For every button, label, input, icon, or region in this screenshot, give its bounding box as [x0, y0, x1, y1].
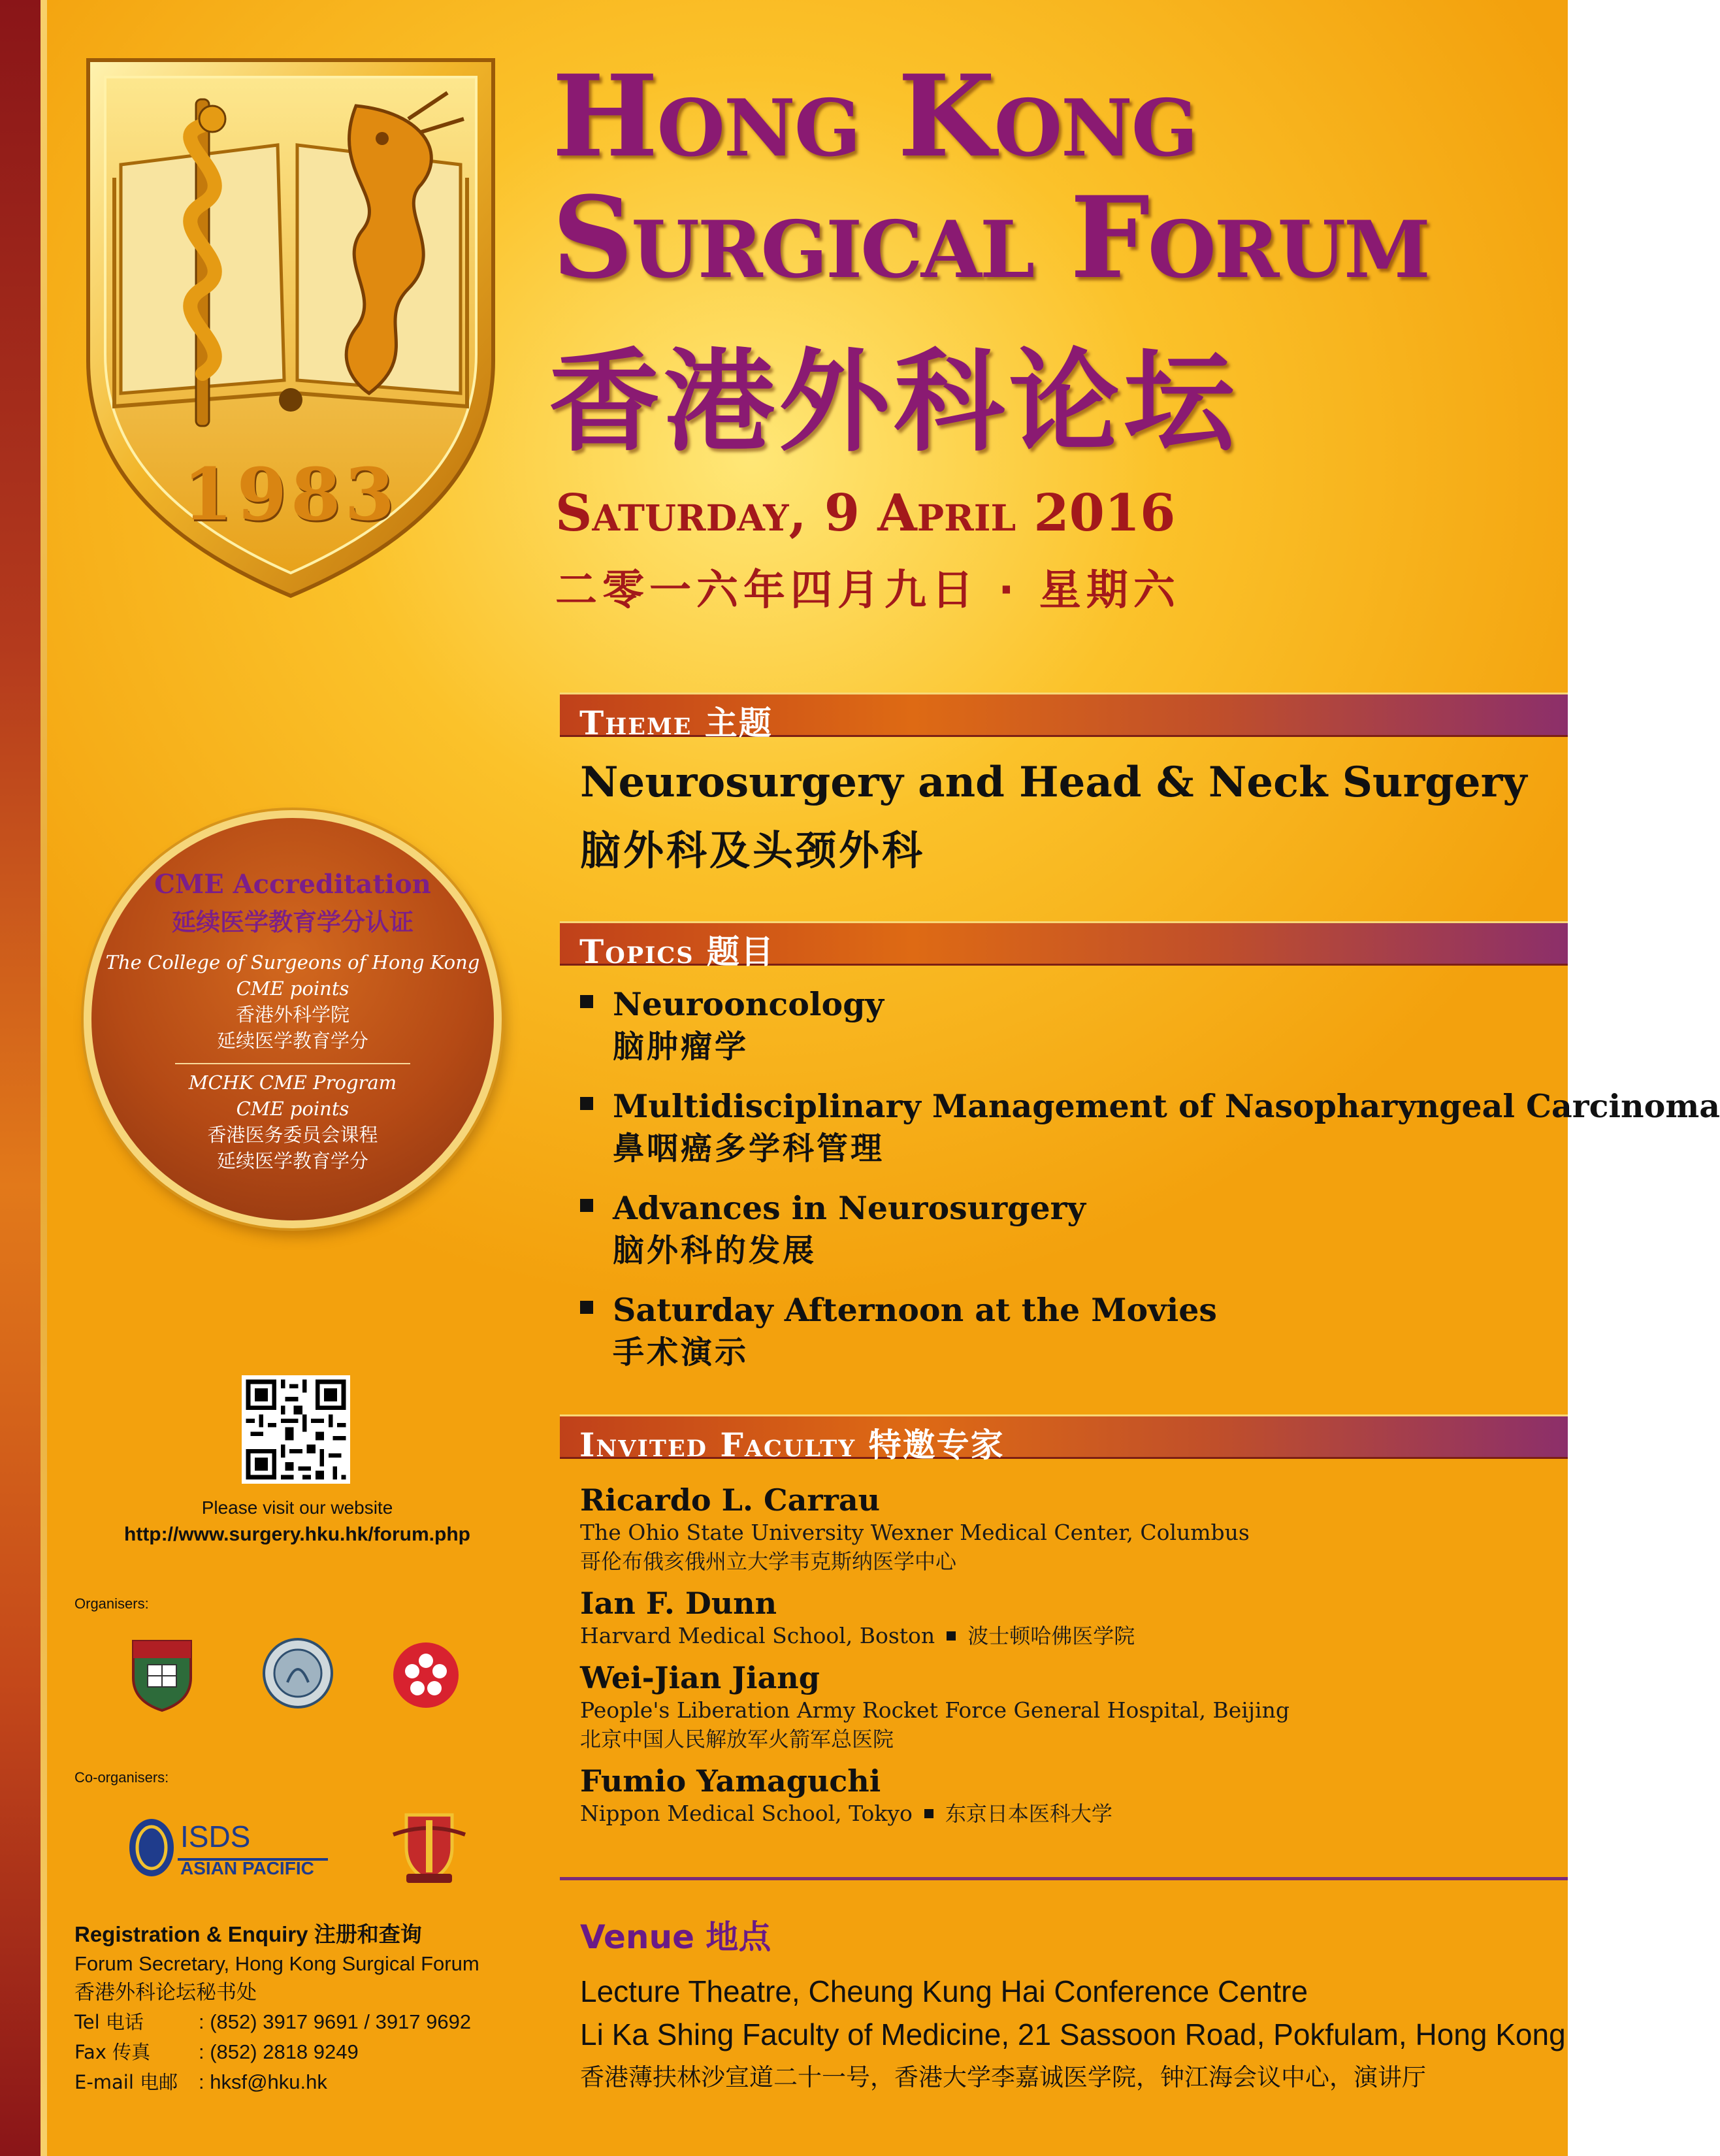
tel-label: Tel 电话	[74, 2011, 144, 2033]
faculty-name: Fumio Yamaguchi	[580, 1763, 881, 1799]
cme-title-chinese: 延续医学教育学分认证	[172, 908, 414, 936]
website-link[interactable]: http://www.surgery.hku.hk/forum.php	[124, 1524, 470, 1545]
faculty-affiliation: Nippon Medical School, Tokyo	[580, 1801, 913, 1826]
cme-title: CME Accreditation	[154, 869, 431, 900]
venue-line-2: Li Ka Shing Faculty of Medicine, 21 Sassoon Road, Pokfulam, Hong Kong	[580, 2017, 1566, 2051]
faculty-affiliation: People's Liberation Army Rocket Force General Hospital, Beijing	[580, 1697, 1290, 1723]
cme-accreditation-badge	[84, 810, 502, 1228]
faculty-member	[580, 1585, 1560, 1650]
registration-heading: Registration & Enquiry 注册和查询	[74, 1922, 422, 1946]
faculty-member	[580, 1659, 1560, 1754]
venue-details	[580, 1970, 1566, 2099]
title-line-2: Surgical Forum	[552, 171, 1429, 304]
forum-title	[552, 50, 1545, 304]
venue-line-1: Lecture Theatre, Cheung Kung Hai Conference Centre	[580, 1974, 1308, 2008]
venue-chinese: 香港薄扶林沙宣道二十一号，香港大学李嘉诚医学院，钟江海会议中心，演讲厅	[580, 2063, 1426, 2091]
faculty-heading: Invited Faculty 特邀专家	[579, 1426, 1005, 1464]
faculty-affiliation: Harvard Medical School, Boston	[580, 1623, 935, 1648]
cme-college-chinese: 香港外科学院	[235, 1004, 349, 1026]
email-label: E-mail 电邮	[74, 2071, 178, 2093]
bullet-icon	[580, 1097, 593, 1110]
faculty-affiliation-chinese: 北京中国人民解放军火箭军总医院	[580, 1727, 894, 1752]
registration-email-row	[74, 2067, 558, 2097]
cme-mchk-chinese: 香港医务委员会课程	[207, 1124, 378, 1146]
list-item	[580, 1289, 1560, 1374]
isds-asian-pacific-logo	[125, 1815, 334, 1880]
registration-secretary: Forum Secretary, Hong Kong Surgical Forum	[74, 1952, 479, 1975]
cme-mchk: MCHK CME Program	[188, 1071, 397, 1094]
faculty-affiliation-row	[580, 1799, 1560, 1828]
topic-title: Advances in Neurosurgery	[613, 1189, 1086, 1227]
separator-square-icon	[947, 1631, 956, 1641]
cme-college: The College of Surgeons of Hong Kong	[105, 951, 480, 973]
qr-code-icon[interactable]	[242, 1375, 350, 1484]
bauhinia-emblem-icon	[392, 1641, 460, 1709]
left-stripe	[0, 0, 41, 2156]
left-stripe-highlight	[41, 0, 47, 2156]
crest-year: 1983	[182, 452, 399, 536]
bullet-icon	[580, 995, 593, 1008]
faculty-affiliation-chinese: 波士顿哈佛医学院	[967, 1624, 1135, 1648]
isds-logo-subtext: ASIAN PACIFIC	[180, 1858, 314, 1878]
faculty-name: Ian F. Dunn	[580, 1586, 777, 1621]
registration-fax-row	[74, 2037, 558, 2067]
forum-title-chinese: 香港外科论坛	[549, 338, 1239, 467]
faculty-affiliation-chinese: 哥伦布俄亥俄州立大学韦克斯纳医学中心	[580, 1549, 957, 1574]
cme-college-points: CME points	[236, 977, 349, 1000]
topics-heading: Topics 题目	[579, 932, 775, 971]
faculty-list	[580, 1482, 1560, 1837]
list-item	[580, 1085, 1720, 1170]
faculty-member	[580, 1482, 1560, 1576]
cme-college-block	[91, 949, 494, 1054]
faculty-member	[580, 1763, 1560, 1828]
topic-title: Neurooncology	[613, 985, 884, 1023]
theme-header-bar	[560, 693, 1568, 742]
hku-crest-icon	[131, 1639, 193, 1712]
topic-title: Multidisciplinary Management of Nasopharyngeal Carcinoma	[613, 1087, 1720, 1125]
cme-college-points-chinese: 延续医学教育学分	[216, 1030, 368, 1052]
email-value[interactable]: : hksf@hku.hk	[199, 2070, 327, 2093]
website-prompt: Please visit our website	[201, 1497, 393, 1518]
faculty-affiliation: The Ohio State University Wexner Medical Center, Columbus	[580, 1520, 1250, 1545]
registration-block	[74, 1919, 558, 2097]
list-item	[580, 983, 1560, 1068]
topic-title-chinese: 手术演示	[613, 1334, 749, 1371]
forum-crest-logo	[82, 54, 500, 602]
topic-title-chinese: 脑外科的发展	[613, 1232, 817, 1269]
venue-divider	[560, 1877, 1568, 1880]
isds-logo-text: ISDS	[180, 1820, 251, 1854]
organisers-label: Organisers:	[74, 1595, 149, 1612]
faculty-name: Ricardo L. Carrau	[580, 1482, 881, 1518]
theme-title: Neurosurgery and Head & Neck Surgery	[580, 758, 1527, 807]
title-line-1: Hong Kong	[552, 50, 1197, 182]
cme-mchk-points: CME points	[236, 1098, 349, 1120]
topic-title-chinese: 鼻咽癌多学科管理	[613, 1130, 885, 1167]
separator-square-icon	[924, 1809, 933, 1818]
topic-title-chinese: 脑肿瘤学	[613, 1028, 749, 1065]
faculty-affiliation-chinese: 东京日本医科大学	[945, 1801, 1112, 1826]
tel-value: : (852) 3917 9691 / 3917 9692	[199, 2010, 472, 2033]
event-date-chinese: 二零一六年四月九日 · 星期六	[555, 566, 1180, 615]
bullet-icon	[580, 1199, 593, 1212]
venue-heading: Venue 地点	[580, 1918, 771, 1956]
event-date: Saturday, 9 April 2016	[555, 483, 1176, 543]
registration-tel-row	[74, 2007, 558, 2037]
theme-heading: Theme 主题	[579, 704, 773, 742]
list-item	[580, 1187, 1560, 1272]
fax-value: : (852) 2818 9249	[199, 2040, 359, 2063]
bullet-icon	[580, 1301, 593, 1314]
faculty-affiliation-row	[580, 1622, 1560, 1650]
co-organisers-label: Co-organisers:	[74, 1769, 169, 1786]
fax-label: Fax 传真	[74, 2041, 151, 2063]
college-of-surgeons-seal-icon	[261, 1637, 334, 1710]
qr-code-graphic	[242, 1375, 350, 1484]
faculty-header-bar	[560, 1414, 1568, 1464]
topics-list	[580, 983, 1720, 1391]
cme-mchk-points-chinese: 延续医学教育学分	[216, 1150, 368, 1172]
cme-divider	[175, 1063, 410, 1064]
topics-header-bar	[560, 921, 1568, 971]
theme-title-chinese: 脑外科及头颈外科	[580, 826, 926, 874]
registration-secretary-chinese: 香港外科论坛秘书处	[74, 1981, 257, 2004]
topic-title: Saturday Afternoon at the Movies	[613, 1291, 1217, 1329]
faculty-name: Wei-Jian Jiang	[580, 1660, 820, 1695]
co-organiser-emblem-icon	[387, 1802, 472, 1887]
